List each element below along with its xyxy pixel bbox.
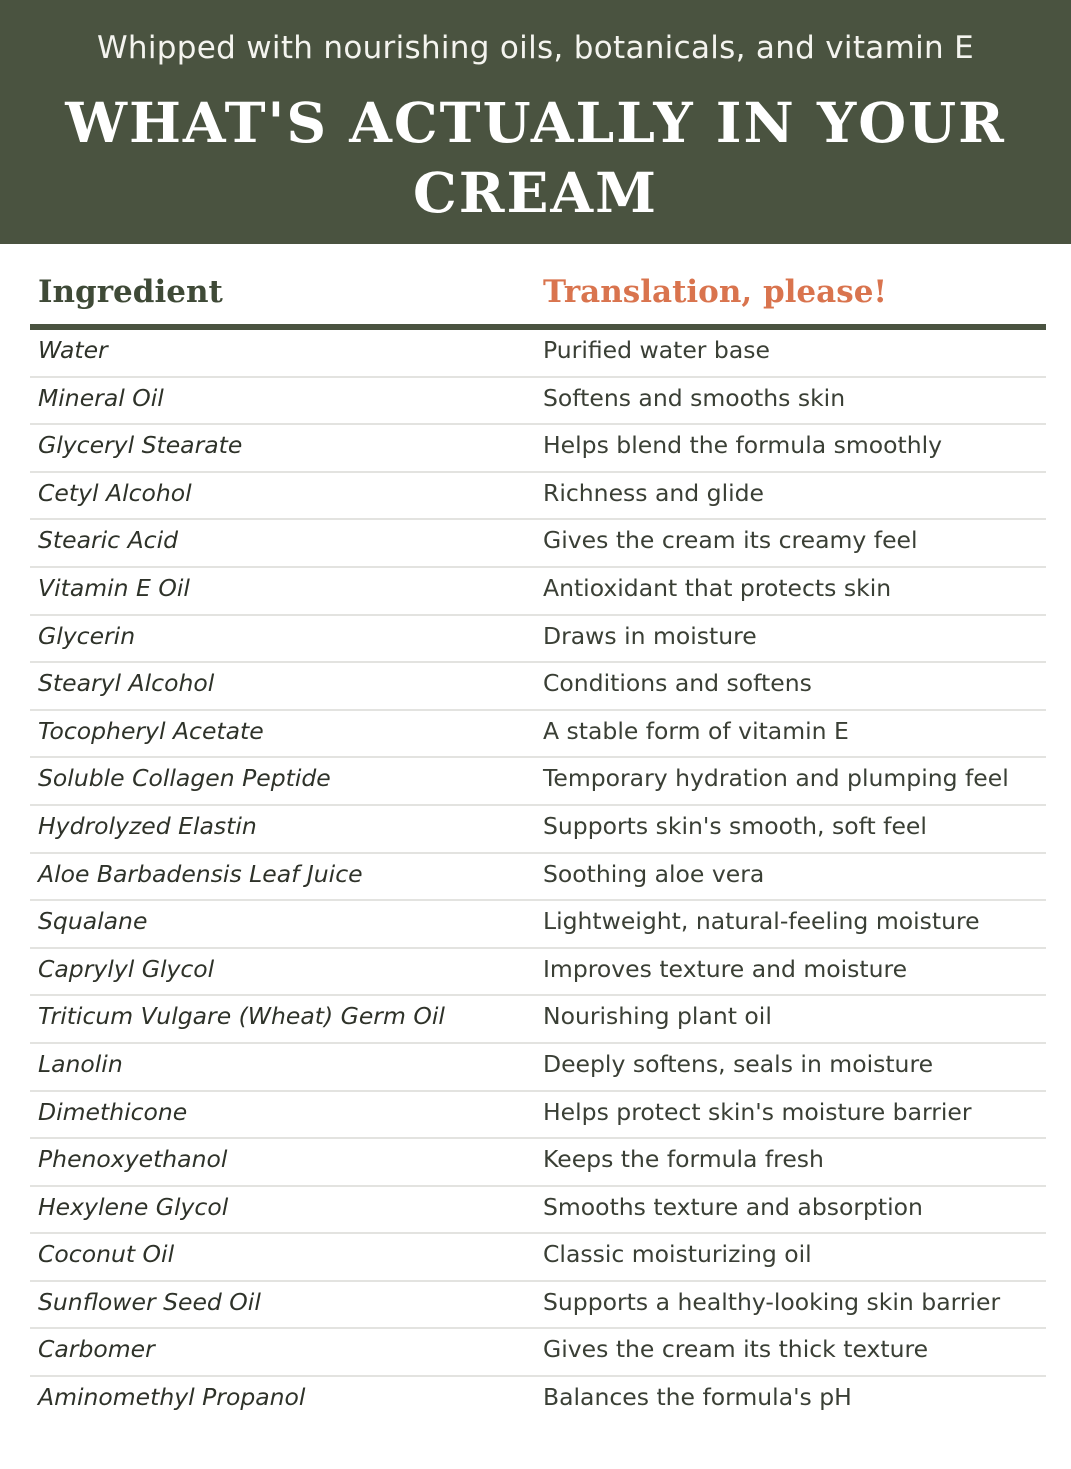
table-row [30, 806, 1046, 854]
table-row [30, 1092, 1046, 1140]
translation-cell: Improves texture and moisture [543, 954, 908, 983]
ingredient-cell: Glyceryl Stearate [38, 431, 243, 460]
ingredient-cell: Hydrolyzed Elastin [38, 811, 257, 840]
table-row [30, 425, 1046, 473]
translation-cell: Classic moisturizing oil [543, 1240, 812, 1269]
table-row [30, 1187, 1046, 1235]
table-row [30, 330, 1046, 378]
ingredient-cell: Glycerin [38, 621, 136, 650]
translation-cell: Smooths texture and absorption [543, 1192, 923, 1221]
table-row [30, 758, 1046, 806]
table-row [30, 1044, 1046, 1092]
translation-cell: Temporary hydration and plumping feel [543, 764, 1009, 793]
translation-cell: Draws in moisture [543, 621, 757, 650]
translation-cell: Helps protect skin's moisture barrier [543, 1097, 972, 1126]
translation-cell: A stable form of vitamin E [543, 716, 849, 745]
translation-cell: Keeps the formula fresh [543, 1145, 824, 1174]
ingredient-cell: Stearyl Alcohol [38, 669, 215, 698]
table-row [30, 1282, 1046, 1330]
table-body [30, 330, 1046, 1425]
table-row [30, 616, 1046, 664]
ingredient-cell: Soluble Collagen Peptide [38, 764, 331, 793]
translation-cell: Richness and glide [543, 478, 765, 507]
table-row [30, 949, 1046, 997]
table-row [30, 1329, 1046, 1377]
table-row [30, 568, 1046, 616]
translation-cell: Supports skin's smooth, soft feel [543, 811, 927, 840]
translation-cell: Nourishing plant oil [543, 1002, 772, 1031]
translation-cell: Supports a healthy-looking skin barrier [543, 1287, 1001, 1316]
column-header-translation: Translation, please! [543, 274, 888, 310]
translation-cell: Softens and smooths skin [543, 383, 846, 412]
ingredient-cell: Caprylyl Glycol [38, 954, 215, 983]
ingredient-cell: Squalane [38, 907, 148, 936]
translation-cell: Helps blend the formula smoothly [543, 431, 943, 460]
ingredient-cell: Dimethicone [38, 1097, 188, 1126]
translation-cell: Gives the cream its creamy feel [543, 526, 918, 555]
translation-cell: Deeply softens, seals in moisture [543, 1049, 934, 1078]
ingredient-cell: Carbomer [38, 1335, 155, 1364]
ingredient-cell: Aminomethyl Propanol [38, 1383, 306, 1412]
ingredient-cell: Aloe Barbadensis Leaf Juice [38, 859, 363, 888]
ingredient-cell: Phenoxyethanol [38, 1145, 228, 1174]
page-title: WHAT'S ACTUALLY IN YOUR CREAM [65, 90, 1006, 225]
table-row [30, 1234, 1046, 1282]
ingredients-table [30, 262, 1046, 1425]
table-row [30, 473, 1046, 521]
translation-cell: Lightweight, natural-feeling moisture [543, 907, 980, 936]
page-subtitle: Whipped with nourishing oils, botanicals, and vitamin E [96, 30, 974, 66]
ingredient-cell: Tocopheryl Acetate [38, 716, 264, 745]
ingredient-cell: Coconut Oil [38, 1240, 175, 1269]
table-row [30, 996, 1046, 1044]
table-row [30, 901, 1046, 949]
translation-cell: Purified water base [543, 336, 770, 364]
ingredient-cell: Stearic Acid [38, 526, 179, 555]
ingredient-cell: Hexylene Glycol [38, 1192, 229, 1221]
table-row [30, 520, 1046, 568]
table-row [30, 711, 1046, 759]
header-banner [0, 0, 1071, 244]
table-row [30, 663, 1046, 711]
ingredient-cell: Vitamin E Oil [38, 573, 190, 602]
translation-cell: Gives the cream its thick texture [543, 1335, 929, 1364]
ingredient-cell: Water [38, 336, 108, 364]
table-header-row [30, 262, 1046, 330]
ingredient-cell: Mineral Oil [38, 383, 164, 412]
translation-cell: Soothing aloe vera [543, 859, 765, 888]
translation-cell: Conditions and softens [543, 669, 812, 698]
table-row [30, 1139, 1046, 1187]
ingredient-cell: Triticum Vulgare (Wheat) Germ Oil [38, 1002, 445, 1031]
column-header-ingredient: Ingredient [38, 274, 223, 310]
ingredient-cell: Cetyl Alcohol [38, 478, 192, 507]
table-row [30, 378, 1046, 426]
table-row [30, 1377, 1046, 1425]
translation-cell: Balances the formula's pH [543, 1383, 852, 1412]
translation-cell: Antioxidant that protects skin [543, 573, 892, 602]
table-row [30, 854, 1046, 902]
ingredient-cell: Sunflower Seed Oil [38, 1287, 261, 1316]
ingredient-cell: Lanolin [38, 1049, 123, 1078]
